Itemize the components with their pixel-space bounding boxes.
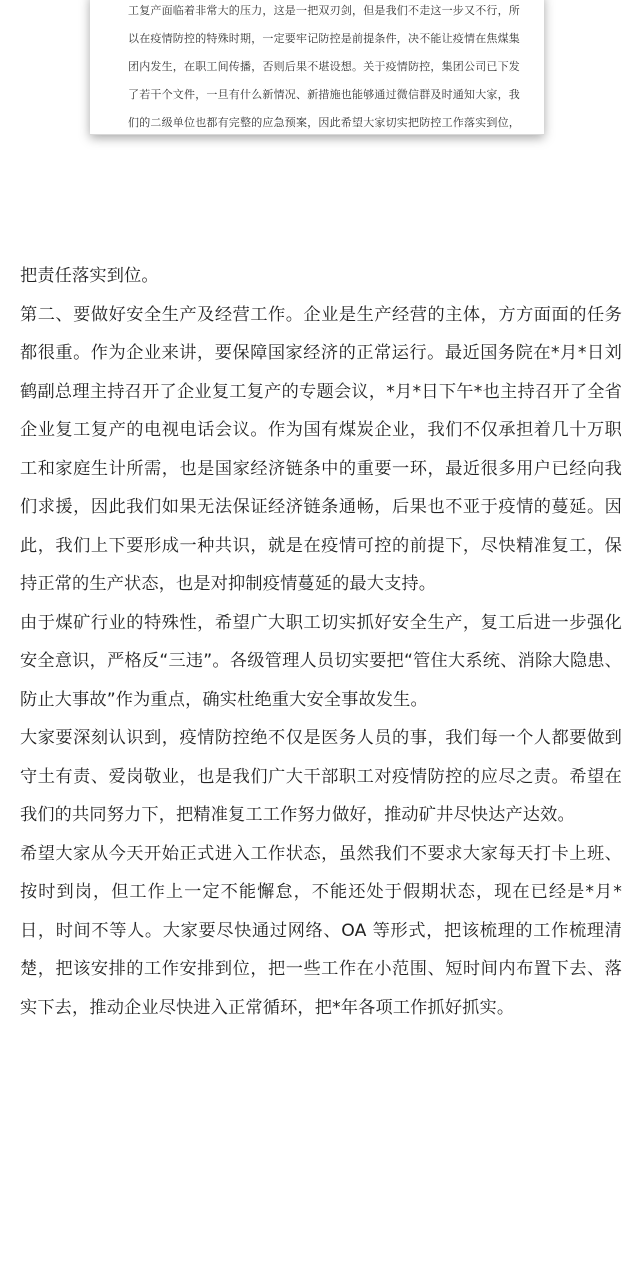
document-preview-card [90,0,544,135]
article-paragraph: 大家要深刻认识到，疫情防控绝不仅是医务人员的事，我们每一个人都要做到守土有责、爱岗敬业，也是我们广大干部职工对疫情防控的应尽之责。希望在我们的共同努力下，把精准复工工作努力做好，推动矿井尽快达产达效。 [20,728,622,825]
article-body [20,257,622,1027]
doc-preview-line: 们的二级单位也都有完整的应急预案，因此希望大家切实把防控工作落实到位， [128,116,520,129]
article-paragraph: 希望大家从今天开始正式进入工作状态，虽然我们不要求大家每天打卡上班、按时到岗，但工作上一定不能懈怠，不能还处于假期状态，现在已经是*月*日，时间不等人。大家要尽快通过网络、OA 等形式，把该梳理的工作梳理清楚，把该安排的工作安排到位，把一些工作在小范围、短时间内布置下去、落实下去，推动企业尽快进入正常循环，把*年各项工作抓好抓实。 [20,843,622,1018]
article-paragraph: 由于煤矿行业的特殊性，希望广大职工切实抓好安全生产，复工后进一步强化安全意识，严格反“三违”。各级管理人员切实要把“管住大系统、消除大隐患、防止大事故”作为重点，确实杜绝重大安全事故发生。 [20,612,622,710]
doc-preview-line: 了若干个文件，一旦有什么新情况、新措施也能够通过微信群及时通知大家，我 [128,88,520,101]
doc-preview-line: 以在疫情防控的特殊时期，一定要牢记防控是前提条件，决不能让疫情在焦煤集 [128,32,520,45]
article-paragraph: 第二、要做好安全生产及经营工作。企业是生产经营的主体，方方面面的任务都很重。作为企业来讲，要保障国家经济的正常运行。最近国务院在*月*日刘鹤副总理主持召开了企业复工复产的专题会议，*月*日下午*也主持召开了全省企业复工复产的电视电话会议。作为国有煤炭企业，我们不仅承担着几十万职工和家庭生计所需，也是国家经济链条中的重要一环，最近很多用户已经向我们求援，因此我们如果无法保证经济链条通畅，后果也不亚于疫情的蔓延。因此，我们上下要形成一种共识，就是在疫情可控的前提下，尽快精准复工，保持正常的生产状态，也是对抑制疫情蔓延的最大支持。 [20,304,622,594]
doc-preview-line: 工复产面临着非常大的压力，这是一把双刃剑，但是我们不走这一步又不行，所 [128,4,520,17]
article-paragraph: 把责任落实到位。 [20,266,159,286]
doc-preview-line: 团内发生，在职工间传播，否则后果不堪设想。关于疫情防控，集团公司已下发 [128,60,520,73]
